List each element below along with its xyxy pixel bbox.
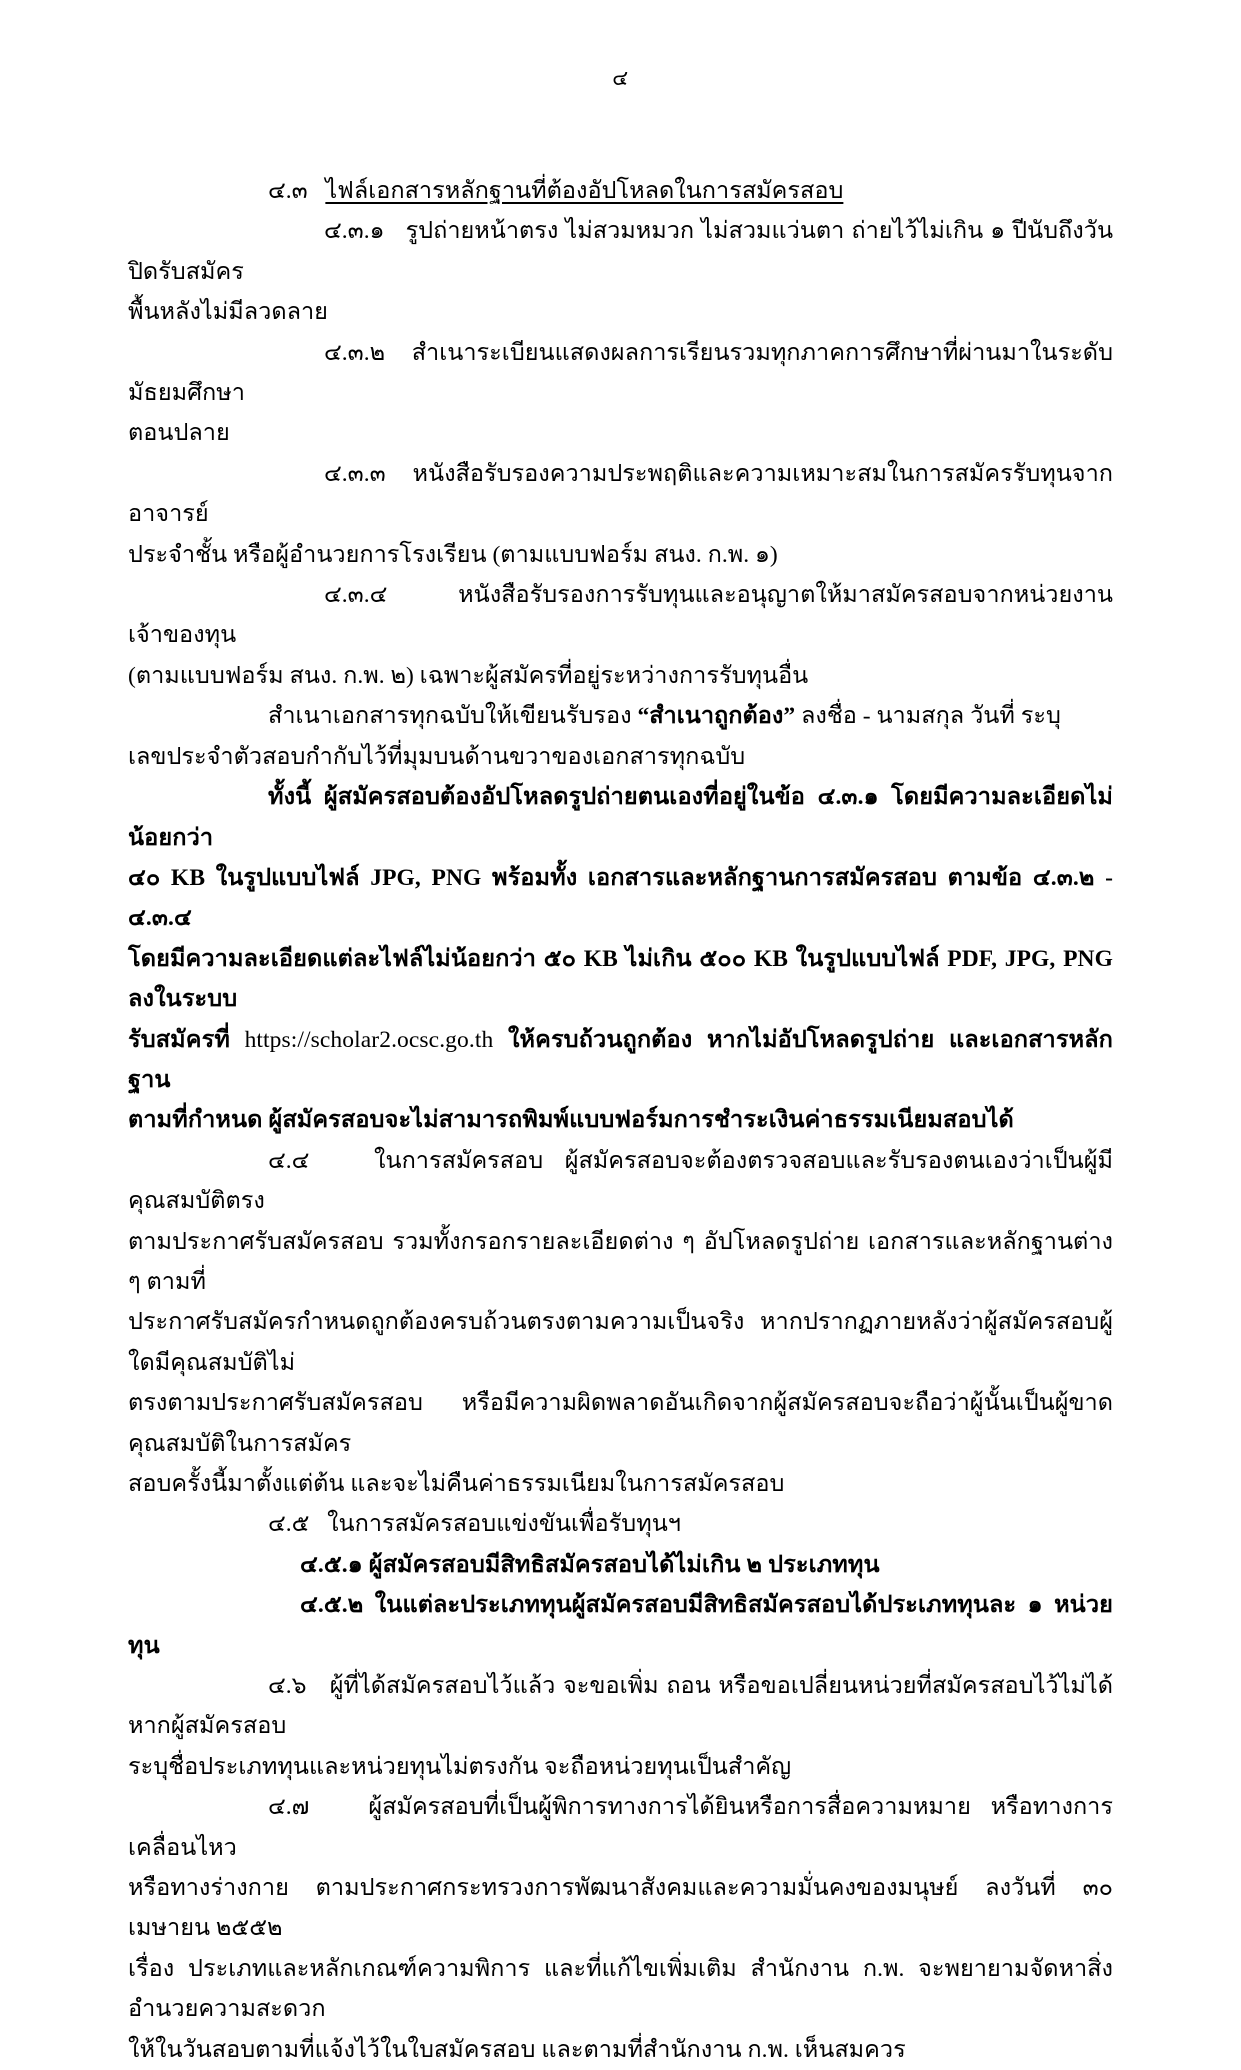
copy-certification-note-line-2: เลขประจำตัวสอบกำกับไว้ที่มุมบนด้านขวาของเอกสารทุกฉบับ <box>128 743 746 770</box>
section-4-4-line-1 <box>128 1141 1113 1222</box>
section-4-3-4-text: หนังสือรับรองการรับทุนและอนุญาตให้มาสมัครสอบจากหน่วยงานเจ้าของทุน <box>128 582 1113 649</box>
upload-requirement-line-5: ตามที่กำหนด ผู้สมัครสอบจะไม่สามารถพิมพ์แบบฟอร์มการชำระเงินค่าธรรมเนียมสอบได้ <box>128 1107 1014 1134</box>
section-4-3-title: ไฟล์เอกสารหลักฐานที่ต้องอัปโหลดในการสมัครสอบ <box>325 178 844 204</box>
section-4-5-2: ๔.๕.๒ ในแต่ละประเภททุนผู้สมัครสอบมีสิทธิสมัครสอบได้ประเภททุนละ ๑ หน่วยทุน <box>128 1592 1113 1659</box>
section-4-5-text: ในการสมัครสอบแข่งขันเพื่อรับทุนฯ <box>327 1511 681 1538</box>
section-4-3-heading <box>128 171 1113 211</box>
section-4-7-line-1 <box>128 1787 1113 1868</box>
section-4-3-2-line-2: ตอนปลาย <box>128 420 230 447</box>
section-4-7-line-3: เรื่อง ประเภทและหลักเกณฑ์ความพิการ และที่แก้ไขเพิ่มเติม สำนักงาน ก.พ. จะพยายามจัดหาสิ่งอำนวยความสะดวก <box>128 1955 1113 2023</box>
copy-note-prefix: สำเนาเอกสารทุกฉบับให้เขียนรับรอง <box>268 703 638 730</box>
section-4-7-number: ๔.๗ <box>268 1794 310 1821</box>
section-4-4-text: ในการสมัครสอบ ผู้สมัครสอบจะต้องตรวจสอบและรับรองตนเองว่าเป็นผู้มีคุณสมบัติตรง <box>128 1147 1114 1215</box>
section-4-3-2-line-1 <box>128 333 1113 414</box>
copy-certification-note-line-1 <box>128 696 1113 736</box>
section-4-3-1-line-1 <box>128 211 1113 292</box>
section-4-3-2-text: สำเนาระเบียนแสดงผลการเรียนรวมทุกภาคการศึกษาที่ผ่านมาในระดับมัธยมศึกษา <box>128 339 1113 407</box>
document-body <box>128 171 1113 2070</box>
section-4-6-line-2: ระบุชื่อประเภททุนและหน่วยทุนไม่ตรงกัน จะถือหน่วยทุนเป็นสำคัญ <box>128 1753 792 1780</box>
section-4-6-number: ๔.๖ <box>268 1673 307 1700</box>
section-4-7-line-4: ให้ในวันสอบตามที่แจ้งไว้ในใบสมัครสอบ และตามที่สำนักงาน ก.พ. เห็นสมควร <box>128 2036 906 2063</box>
section-4-3-4-line-2: (ตามแบบฟอร์ม สนง. ก.พ. ๒) เฉพาะผู้สมัครที่อยู่ระหว่างการรับทุนอื่น <box>128 662 809 689</box>
section-4-3-3-line-2: ประจำชั้น หรือผู้อำนวยการโรงเรียน (ตามแบบฟอร์ม สนง. ก.พ. ๑) <box>128 541 778 568</box>
section-4-4-line-3: ประกาศรับสมัครกำหนดถูกต้องครบถ้วนตรงตามความเป็นจริง หากปรากฏภายหลังว่าผู้สมัครสอบผู้ใดมีคุณสมบัติไม่ <box>128 1309 1113 1376</box>
section-4-3-1-line-2: พื้นหลังไม่มีลวดลาย <box>128 299 328 326</box>
section-4-3-3-text: หนังสือรับรองความประพฤติและความเหมาะสมในการสมัครรับทุนจากอาจารย์ <box>128 460 1113 528</box>
upload-requirement-line-2: ๔๐ KB ในรูปแบบไฟล์ JPG, PNG พร้อมทั้ง เอกสารและหลักฐานการสมัครสอบ ตามข้อ ๔.๓.๒ - ๔.๓.๔ <box>128 864 1113 932</box>
section-4-3-number: ๔.๓ <box>268 178 308 204</box>
section-4-6-text: ผู้ที่ได้สมัครสอบไว้แล้ว จะขอเพิ่ม ถอน หรือขอเปลี่ยนหน่วยที่สมัครสอบไว้ไม่ได้ หากผู้สมัครสอบ <box>128 1673 1113 1740</box>
section-4-7-text: ผู้สมัครสอบที่เป็นผู้พิการทางการได้ยินหรือการสื่อความหมาย หรือทางการเคลื่อนไหว <box>128 1794 1113 1861</box>
section-4-3-1-number: ๔.๓.๑ <box>324 218 385 245</box>
section-4-3-1-text: รูปถ่ายหน้าตรง ไม่สวมหมวก ไม่สวมแว่นตา ถ่ายไว้ไม่เกิน ๑ ปีนับถึงวันปิดรับสมัคร <box>128 218 1114 285</box>
registration-url[interactable]: https://scholar2.ocsc.go.th <box>244 1026 494 1053</box>
page-number: ๔ <box>612 66 629 90</box>
section-4-4-line-2: ตามประกาศรับสมัครสอบ รวมทั้งกรอกรายละเอียดต่าง ๆ อัปโหลดรูปถ่าย เอกสารและหลักฐานต่าง ๆ ตามที่ <box>128 1228 1113 1295</box>
section-4-3-3-line-1 <box>128 454 1113 535</box>
copy-note-quoted: “สำเนาถูกต้อง” <box>637 703 796 730</box>
section-4-3-4-line-1 <box>128 575 1113 656</box>
upload-requirement-line-1: ทั้งนี้ ผู้สมัครสอบต้องอัปโหลดรูปถ่ายตนเองที่อยู่ในข้อ ๔.๓.๑ โดยมีความละเอียดไม่น้อยกว่า <box>128 784 1113 851</box>
section-4-6-line-1 <box>128 1666 1113 1747</box>
section-4-4-line-5: สอบครั้งนี้มาตั้งแต่ต้น และจะไม่คืนค่าธรรมเนียมในการสมัครสอบ <box>128 1471 785 1497</box>
copy-note-suffix: ลงชื่อ - นามสกุล วันที่ ระบุ <box>795 703 1061 730</box>
section-4-3-3-number: ๔.๓.๓ <box>324 460 386 487</box>
upload-requirement-prefix: รับสมัครที่ <box>128 1026 245 1053</box>
section-4-4-line-4: ตรงตามประกาศรับสมัครสอบ หรือมีความผิดพลาดอันเกิดจากผู้สมัครสอบจะถือว่าผู้นั้นเป็นผู้ขาดคุณสมบัติในการสมัคร <box>128 1390 1113 1457</box>
upload-requirement-suffix: ให้ครบถ้วนถูกต้อง หากไม่อัปโหลดรูปถ่าย และเอกสารหลักฐาน <box>128 1026 1113 1093</box>
section-4-5-1: ๔.๕.๑ ผู้สมัครสอบมีสิทธิสมัครสอบได้ไม่เกิน ๒ ประเภททุน <box>300 1551 880 1578</box>
section-4-7-line-2: หรือทางร่างกาย ตามประกาศกระทรวงการพัฒนาสังคมและความมั่นคงของมนุษย์ ลงวันที่ ๓๐ เมษายน ๒๕๕๒ <box>128 1875 1113 1942</box>
section-4-3-2-number: ๔.๓.๒ <box>324 339 386 366</box>
section-4-5-number: ๔.๕ <box>268 1511 310 1538</box>
upload-requirement-line-4 <box>128 1020 1113 1101</box>
section-4-3-4-number: ๔.๓.๔ <box>324 582 388 609</box>
section-4-4-number: ๔.๔ <box>268 1147 310 1174</box>
upload-requirement-line-3: โดยมีความละเอียดแต่ละไฟล์ไม่น้อยกว่า ๕๐ KB ไม่เกิน ๕๐๐ KB ในรูปแบบไฟล์ PDF, JPG, PNG ลงในระบบ <box>128 945 1113 1013</box>
section-4-5-line-1 <box>128 1504 1113 1544</box>
